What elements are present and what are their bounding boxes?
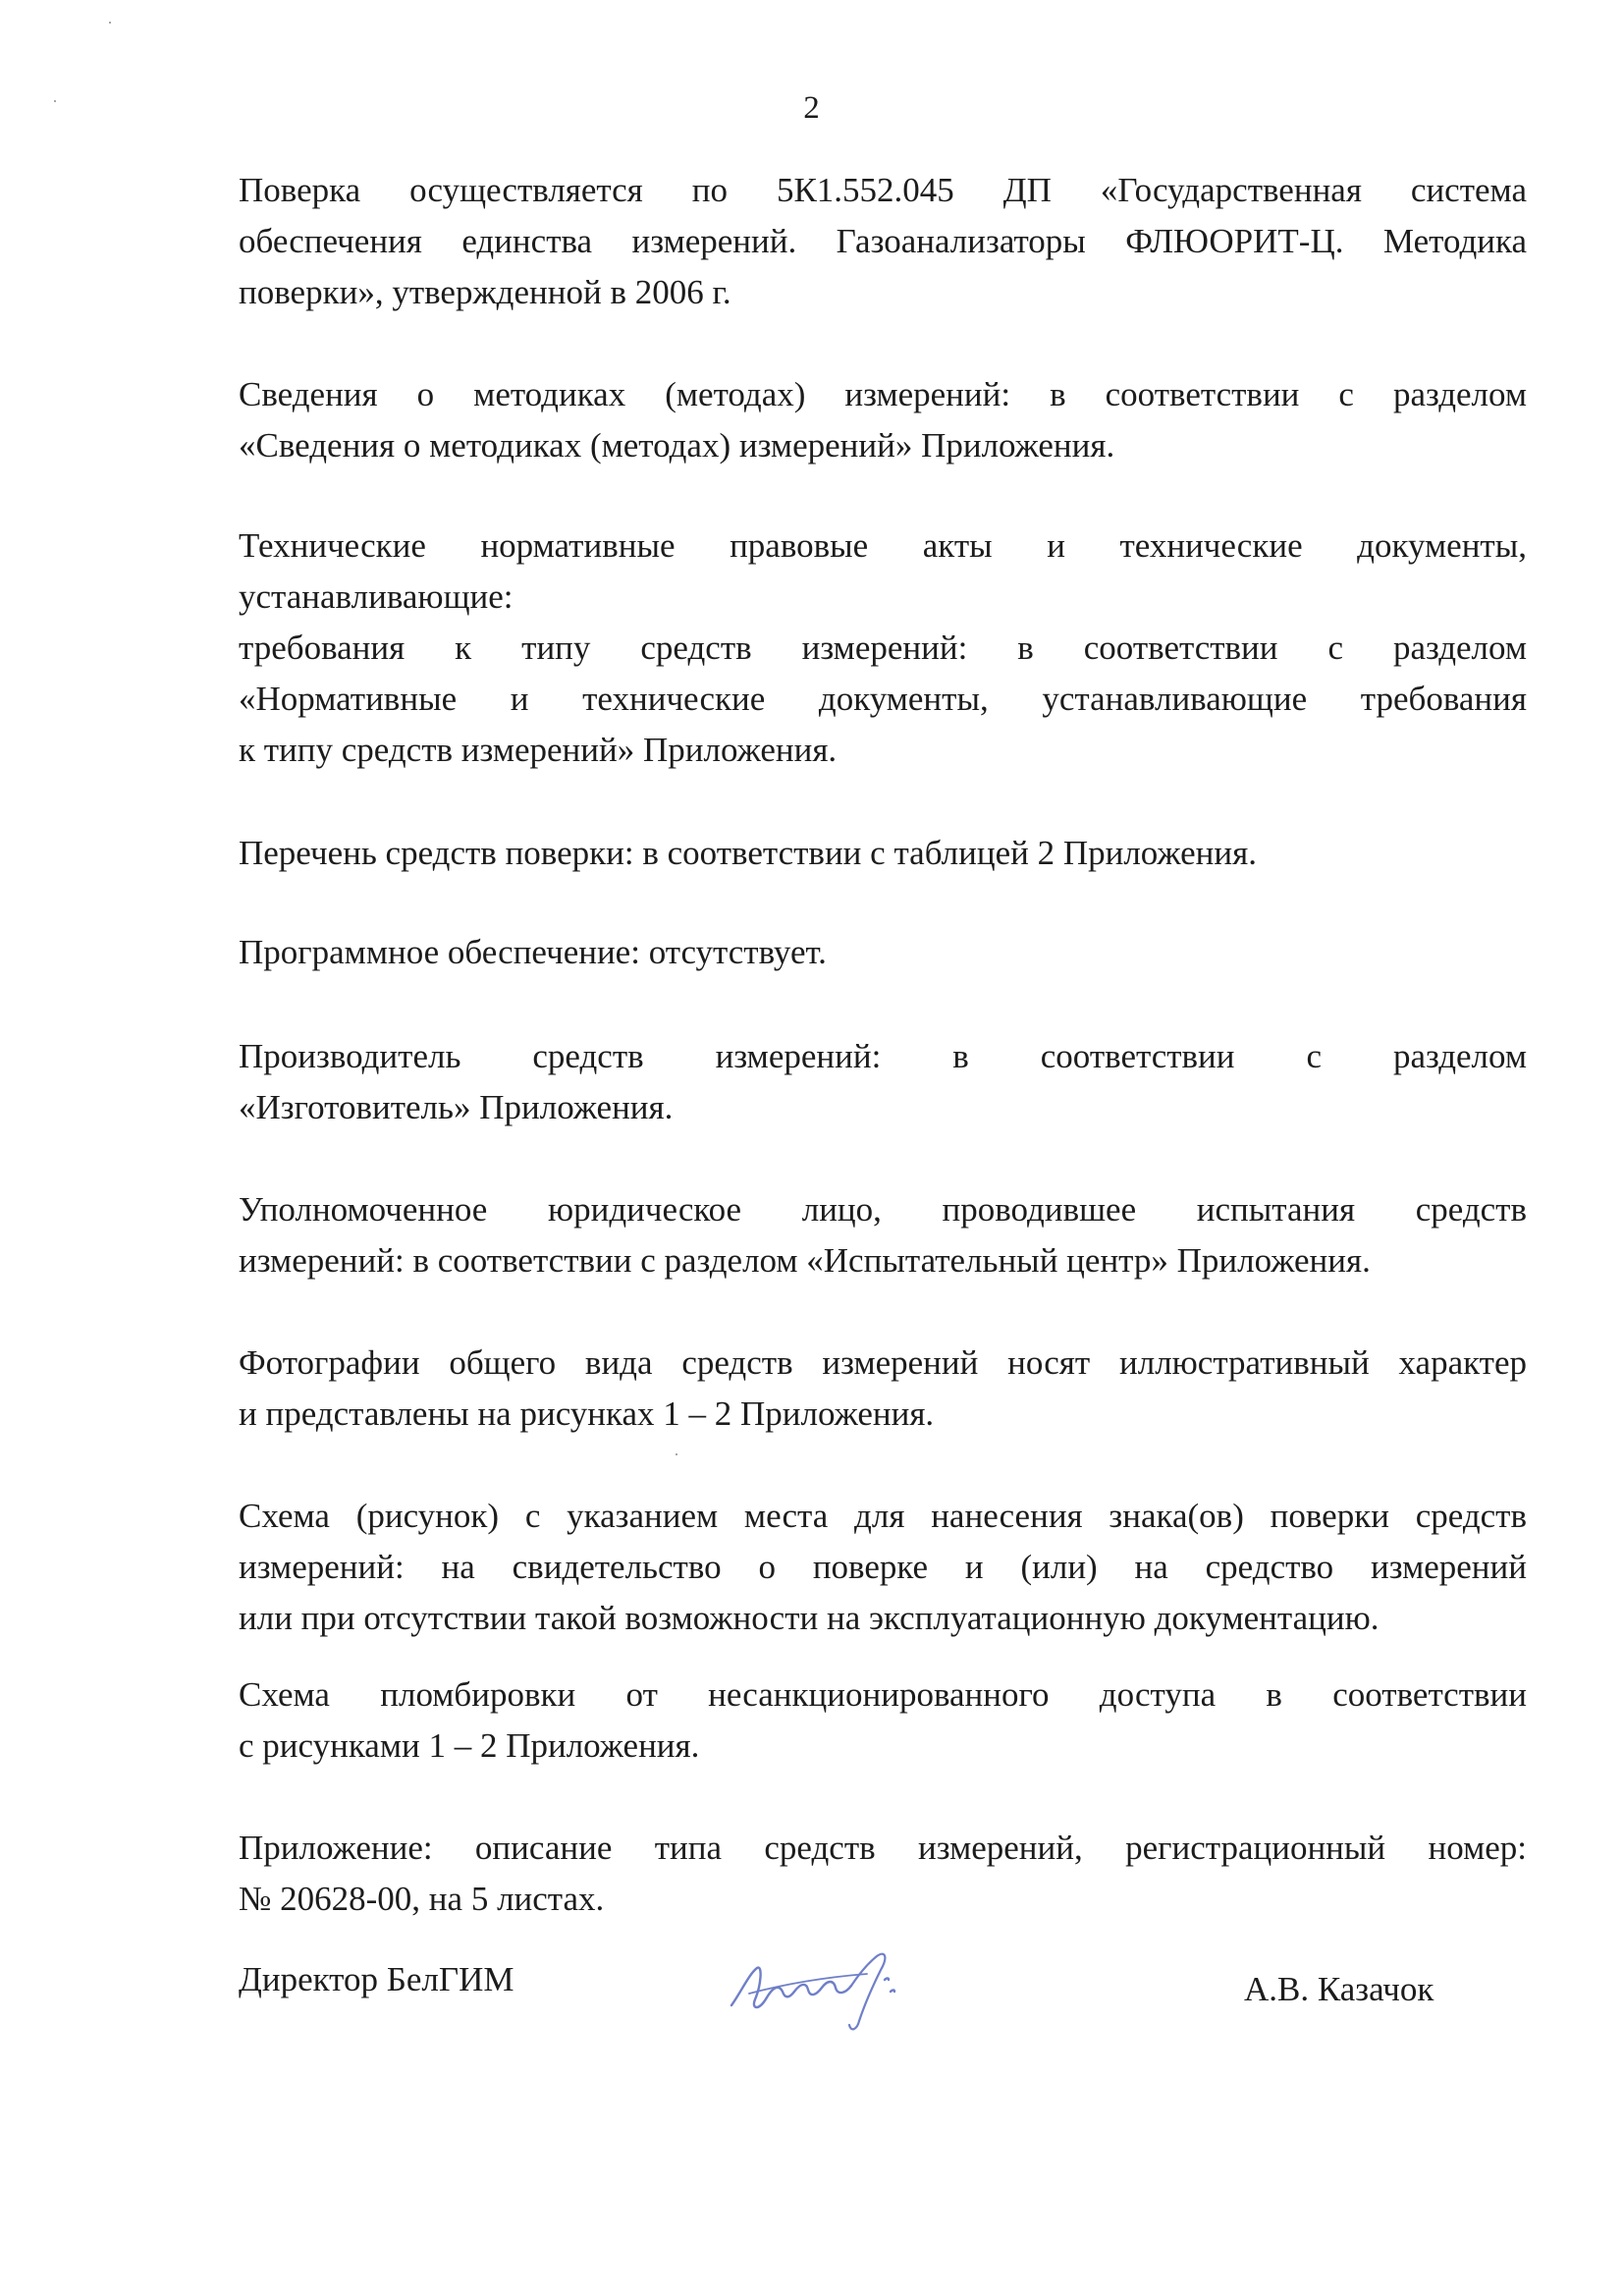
handwritten-signature xyxy=(720,1935,946,2043)
text-line: «Изготовитель» Приложения. xyxy=(239,1088,674,1126)
signatory-name: А.В. Казачок xyxy=(1244,1970,1434,2008)
text-line: требования к типу средств измерений: в соответствии с разделом xyxy=(239,629,1527,667)
paragraph xyxy=(239,520,1527,776)
signatory-title: Директор БелГИМ xyxy=(239,1960,514,1998)
text-line: обеспечения единства измерений. Газоанализаторы ФЛЮОРИТ-Ц. Методика xyxy=(239,222,1527,260)
text-line: Сведения о методиках (методах) измерений: в соответствии с разделом xyxy=(239,375,1527,413)
text-line: № 20628-00, на 5 листах. xyxy=(239,1880,605,1918)
text-line: Схема пломбировки от несанкционированного доступа в соответствии xyxy=(239,1675,1527,1714)
scan-speck xyxy=(109,22,111,24)
paragraph xyxy=(239,1669,1527,1772)
text-line: Приложение: описание типа средств измерений, регистрационный номер: xyxy=(239,1829,1527,1867)
text-line: Перечень средств поверки: в соответствии с таблицей 2 Приложения. xyxy=(239,834,1257,872)
text-line: Схема (рисунок) с указанием места для нанесения знака(ов) поверки средств xyxy=(239,1497,1527,1535)
text-line: «Сведения о методиках (методах) измерений» Приложения. xyxy=(239,426,1115,465)
text-line: Технические нормативные правовые акты и технические документы, xyxy=(239,526,1527,565)
text-line: или при отсутствии такой возможности на эксплуатационную документацию. xyxy=(239,1599,1380,1637)
text-line: Фотографии общего вида средств измерений носят иллюстративный характер xyxy=(239,1343,1527,1382)
text-line: Поверка осуществляется по 5К1.552.045 ДП «Государственная система xyxy=(239,171,1527,209)
paragraph xyxy=(239,1491,1527,1644)
paragraph xyxy=(239,1031,1527,1133)
paragraph xyxy=(239,1823,1527,1925)
text-line: измерений: на свидетельство о поверке и (или) на средство измерений xyxy=(239,1548,1527,1586)
scan-speck xyxy=(54,100,56,102)
paragraph xyxy=(239,165,1527,318)
text-line: с рисунками 1 – 2 Приложения. xyxy=(239,1726,700,1765)
paragraph xyxy=(239,369,1527,471)
scan-speck xyxy=(676,1453,677,1455)
page-number: 2 xyxy=(803,90,820,126)
paragraph xyxy=(239,1338,1527,1440)
text-line: и представлены на рисунках 1 – 2 Приложения. xyxy=(239,1394,935,1433)
text-line: «Нормативные и технические документы, устанавливающие требования xyxy=(239,680,1527,718)
text-line: Уполномоченное юридическое лицо, проводившее испытания средств xyxy=(239,1190,1527,1229)
text-line: поверки», утвержденной в 2006 г. xyxy=(239,273,731,311)
text-line: Программное обеспечение: отсутствует. xyxy=(239,933,827,971)
signature-block xyxy=(239,1954,1527,2062)
text-line: устанавливающие: xyxy=(239,577,514,616)
text-line: Производитель средств измерений: в соответствии с разделом xyxy=(239,1037,1527,1075)
paragraph xyxy=(239,828,1527,879)
text-line: измерений: в соответствии с разделом «Испытательный центр» Приложения. xyxy=(239,1241,1371,1280)
paragraph xyxy=(239,1184,1527,1286)
paragraph xyxy=(239,927,1527,978)
text-line: к типу средств измерений» Приложения. xyxy=(239,731,838,769)
